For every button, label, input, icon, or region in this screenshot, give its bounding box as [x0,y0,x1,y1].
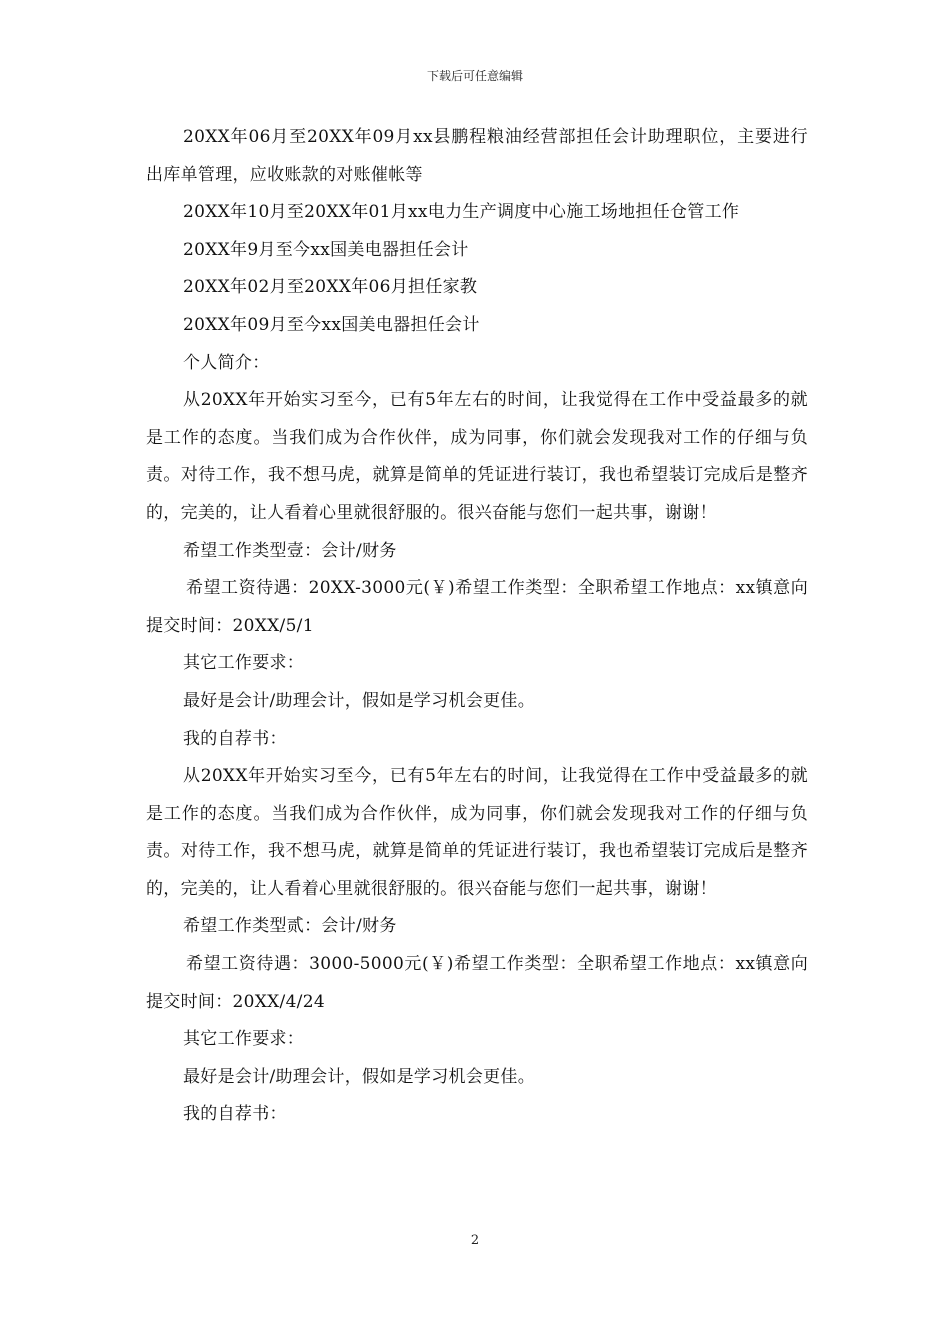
page-number: 2 [470,1233,480,1248]
work-history-4: 20XX年02月至20XX年06月担任家教 [183,277,478,298]
document-body [146,119,808,1134]
desired-salary-2: 希望工资待遇：3000-5000元(￥)希望工作类型：全职希望工作地点：xx镇意向提交时间：20XX/4/24 [146,954,808,1012]
section-heading-self-recommendation-1: 我的自荐书： [183,728,287,749]
other-requirements-1: 最好是会计/助理会计，假如是学习机会更佳。 [183,690,536,711]
section-heading-other-requirements-1: 其它工作要求： [183,653,305,674]
section-heading-profile: 个人简介： [183,352,270,373]
work-history-3: 20XX年9月至今xx国美电器担任会计 [183,239,469,260]
work-history-5: 20XX年09月至今xx国美电器担任会计 [183,314,480,335]
profile-paragraph: 从20XX年开始实习至今，已有5年左右的时间，让我觉得在工作中受益最多的就是工作的态度。当我们成为合作伙伴，成为同事，你们就会发现我对工作的仔细与负责。对待工作，我不想马虎，就算是简单的凭证进行装订，我也希望装订完成后是整齐的，完美的，让人看着心里就很舒服的。很兴奋能与您们一起共事，谢谢！ [146,390,808,523]
work-history-1: 20XX年06月至20XX年09月xx县鹏程粮油经营部担任会计助理职位，主要进行出库单管理，应收账款的对账催帐等 [146,127,808,185]
self-recommendation-paragraph: 从20XX年开始实习至今，已有5年左右的时间，让我觉得在工作中受益最多的就是工作的态度。当我们成为合作伙伴，成为同事，你们就会发现我对工作的仔细与负责。对待工作，我不想马虎，就算是简单的凭证进行装订，我也希望装订完成后是整齐的，完美的，让人看着心里就很舒服的。很兴奋能与您们一起共事，谢谢！ [146,766,808,899]
page-header: 下载后可任意编辑 [426,69,523,83]
desired-salary-1: 希望工资待遇：20XX-3000元(￥)希望工作类型：全职希望工作地点：xx镇意向提交时间：20XX/5/1 [146,578,808,636]
other-requirements-2: 最好是会计/助理会计，假如是学习机会更佳。 [183,1066,536,1087]
desired-job-type-2: 希望工作类型贰：会计/财务 [183,916,397,937]
section-heading-other-requirements-2: 其它工作要求： [183,1029,305,1050]
work-history-2: 20XX年10月至20XX年01月xx电力生产调度中心施工场地担任仓管工作 [183,202,740,223]
section-heading-self-recommendation-2: 我的自荐书： [183,1104,287,1125]
desired-job-type-1: 希望工作类型壹：会计/财务 [183,540,397,561]
